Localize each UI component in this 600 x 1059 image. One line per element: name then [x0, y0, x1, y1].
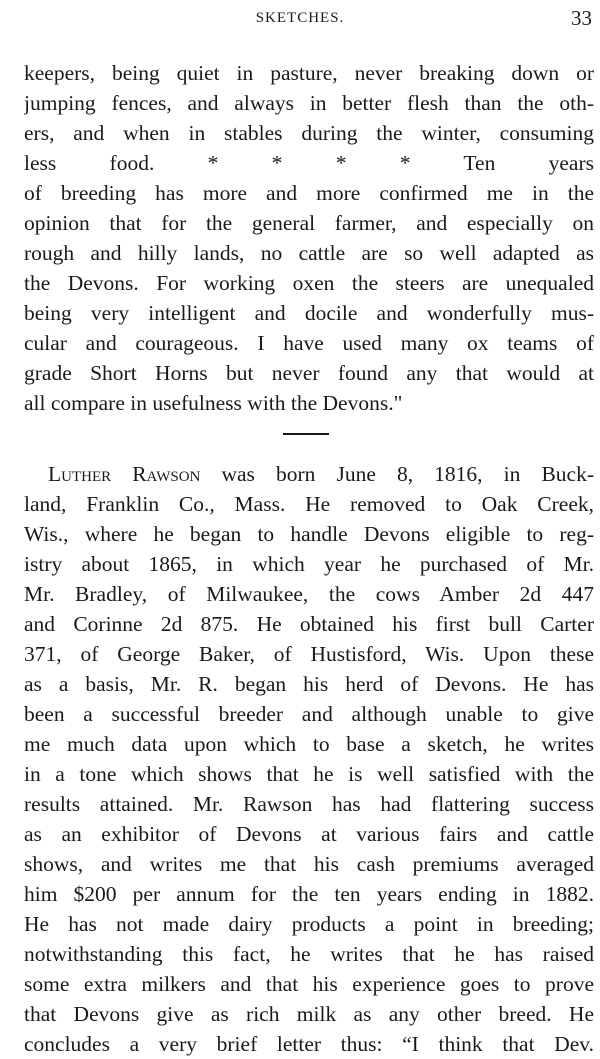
text-line: that Devons give as rich milk as any other breed. He — [24, 1002, 594, 1026]
text-line: grade Short Horns but never found any that would at — [24, 361, 594, 385]
text-line: been a successful breeder and although unable to give — [24, 702, 594, 726]
text-line: istry about 1865, in which year he purchased of Mr. — [24, 552, 594, 576]
text-line: Mr. Bradley, of Milwaukee, the cows Amber 2d 447 — [24, 582, 594, 606]
text-line: concludes a very brief letter thus: “I think that Dev. — [24, 1032, 594, 1056]
text-line: the Devons. For working oxen the steers are unequaled — [24, 271, 594, 295]
text-line: 371, of George Baker, of Hustisford, Wis. Upon these — [24, 642, 594, 666]
text-line: He has not made dairy products a point in breeding; — [24, 912, 594, 936]
text-line: ers, and when in stables during the winter, consuming — [24, 121, 594, 145]
text-line: of breeding has more and more confirmed me in the — [24, 181, 594, 205]
text-line: as a basis, Mr. R. began his herd of Devons. He has — [24, 672, 594, 696]
text-line: land, Franklin Co., Mass. He removed to Oak Creek, — [24, 492, 594, 516]
text-line: and Corinne 2d 875. He obtained his first bull Carter — [24, 612, 594, 636]
text-line: Wis., where he began to handle Devons eligible to reg- — [24, 522, 594, 546]
text-line: shows, and writes me that his cash premiums averaged — [24, 852, 594, 876]
running-head — [0, 6, 600, 34]
text-line: as an exhibitor of Devons at various fairs and cattle — [24, 822, 594, 846]
text-line: jumping fences, and always in better flesh than the oth- — [24, 91, 594, 115]
text-line: all compare in usefulness with the Devons." — [24, 391, 403, 415]
page-number: 33 — [571, 6, 592, 30]
text-line: notwithstanding this fact, he writes that he has raised — [24, 942, 594, 966]
text-line: being very intelligent and docile and wonderfully mus- — [24, 301, 594, 325]
person-name-small-caps: Luther Rawson — [48, 462, 201, 486]
text-line: him $200 per annum for the ten years ending in 1882. — [24, 882, 594, 906]
text-line: keepers, being quiet in pasture, never breaking down or — [24, 61, 594, 85]
running-title: SKETCHES. — [255, 10, 345, 26]
text-line: rough and hilly lands, no cattle are so well adapted as — [24, 241, 594, 265]
text-line: in a tone which shows that he is well satisfied with the — [24, 762, 594, 786]
text-line: Luther Rawson was born June 8, 1816, in Buck- — [48, 462, 594, 486]
section-divider — [283, 433, 329, 435]
text-line: opinion that for the general farmer, and especially on — [24, 211, 594, 235]
text-line: me much data upon which to base a sketch, he writes — [24, 732, 594, 756]
text-line: less food. * * * * Ten years — [24, 151, 594, 175]
text-line: some extra milkers and that his experience goes to prove — [24, 972, 594, 996]
paragraph-luther-rawson — [24, 459, 594, 1059]
paragraph-continued-quote — [24, 58, 594, 418]
text-line: results attained. Mr. Rawson has had flattering success — [24, 792, 594, 816]
text-line: cular and courageous. I have used many ox teams of — [24, 331, 594, 355]
